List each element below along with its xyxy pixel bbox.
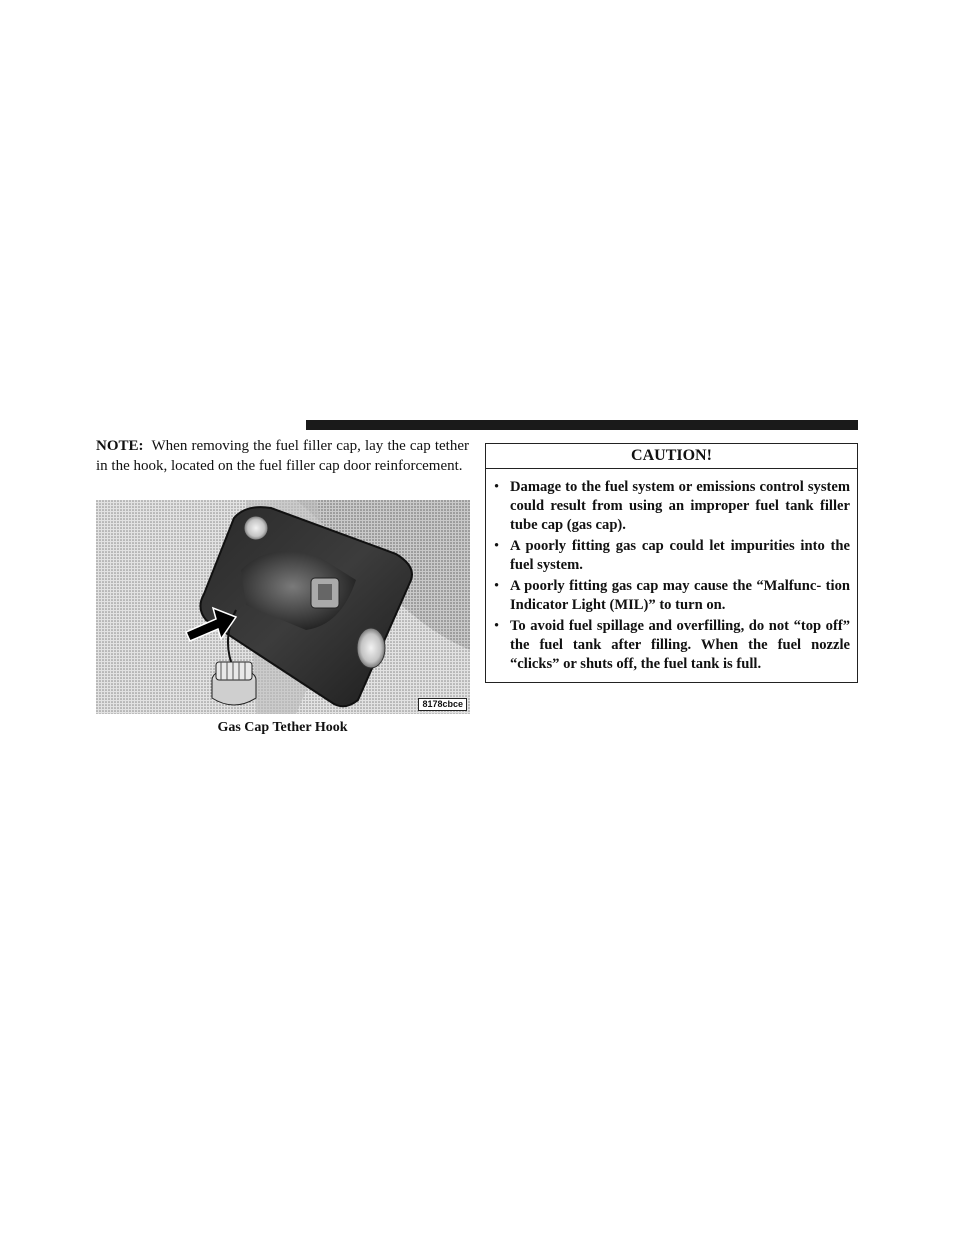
figure-code-label: 8178cbce (418, 698, 467, 711)
caution-title: CAUTION! (486, 444, 857, 469)
caution-list (486, 469, 857, 682)
gas-cap-tether-hook-illustration (96, 500, 470, 714)
caution-item-text: A poorly fitting gas cap may cause the “Malfunc- tion Indicator Light (MIL)” to turn on. (510, 578, 850, 613)
illustration-drawing (96, 500, 470, 714)
bullet-icon: • (494, 618, 500, 634)
caution-item (494, 537, 850, 575)
section-header-bar (306, 420, 858, 430)
caution-item (494, 577, 850, 615)
caution-item-text: To avoid fuel spillage and overfilling, do not “top off” the fuel tank after filling. When the fuel nozzle “clicks” or shuts off, the fuel tank is full. (510, 618, 850, 672)
caution-item-text: A poorly fitting gas cap could let impurities into the fuel system. (510, 538, 850, 573)
caution-box (485, 443, 858, 683)
bullet-icon: • (494, 578, 500, 594)
bullet-icon: • (494, 479, 500, 495)
bullet-icon: • (494, 538, 500, 554)
note-label: NOTE: (96, 438, 144, 454)
caution-item (494, 617, 850, 674)
note-block (96, 437, 469, 476)
caution-item (494, 478, 850, 535)
note-text: When removing the fuel filler cap, lay the cap tether in the hook, located on the fuel filler cap door reinforcement. (96, 438, 469, 474)
caution-item-text: Damage to the fuel system or emissions control system could result from using an improper fuel tank filler tube cap (gas cap). (510, 479, 850, 533)
figure-caption: Gas Cap Tether Hook (217, 720, 348, 735)
note-paragraph (96, 437, 469, 476)
